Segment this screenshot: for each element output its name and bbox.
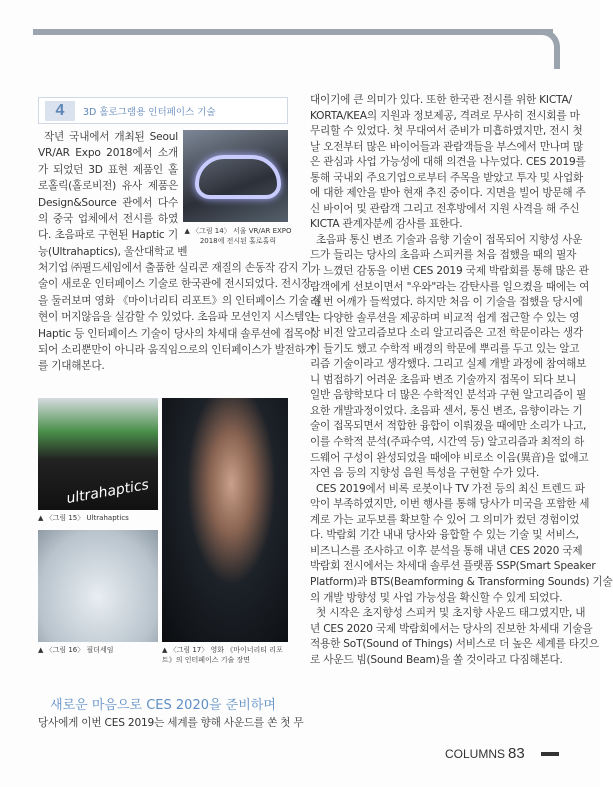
figure-15-caption: ▲ 〈그림 15〉 Ultrahaptics	[38, 514, 129, 522]
text-line: 리즘 기술이라고 생각했다. 그리고 실제 개발 과정에 참여해보	[310, 358, 587, 371]
text-line: 는 다양한 솔루션을 제공하며 비교적 쉽게 접근할 수 있는 영	[310, 311, 580, 324]
text-line: Haptic 등 인터페이스 기술이 당사의 차세대 솔루션에 접목이	[38, 327, 314, 340]
text-line: 일반 음향학보다 더 많은 수학적인 분석과 구현 알고리즘이 필	[310, 389, 587, 402]
text-line: 당사에게 이번 CES 2019는 세계를 향해 사운드를 쏜 첫 무	[38, 717, 304, 729]
left-text-narrow	[38, 129, 188, 260]
text-line: 현이 머지않음을 실감할 수 있었다. 초음파 모션인지 시스템인	[38, 311, 315, 324]
text-line: 은 관심과 사업 가능성에 대해 의견을 나누었다. CES 2019를	[310, 156, 586, 169]
text-line: Design&Source 관에서 다수	[38, 196, 178, 209]
text-line: 드가 들리는 당사의 초음파 스피커를 처음 접했을 때의 필자	[310, 249, 577, 262]
text-line: 니 범접하기 어려운 초음파 변조 기술까지 접목이 되다 보니	[310, 373, 577, 386]
text-line: 가 느꼈던 감동을 이번 CES 2019 국제 박람회를 통해 많은 관	[310, 265, 589, 278]
figure-17-caption: ▲ 〈그림 17〉 영화 《마이너리티 리포트》의 인터페이스 기술 장면	[162, 646, 283, 664]
subsection-heading: 새로운 마음으로 CES 2020을 준비하며	[50, 698, 276, 713]
section-number: 4	[45, 101, 75, 121]
paragraph	[310, 606, 599, 668]
text-line: 상 비전 알고리즘보다 소리 알고리즘은 고전 학문이라는 생각	[310, 327, 584, 340]
text-line: 로 사운드 빔(Sound Beam)을 쏠 것이라고 다짐해본다.	[310, 653, 563, 666]
text-line: 날 오전부터 많은 바이어들과 관람객들을 부스에서 만나며 많	[310, 140, 584, 153]
text-line: 로홀릭(홀로비전) 유사 제품은	[38, 180, 178, 193]
footer-bar	[541, 752, 559, 756]
text-line: 에 대한 제안을 받아 현재 추진 중이다. 지면을 빌어 방문해 주	[310, 187, 586, 200]
text-line: 술이 접목되면서 적합한 융합이 이뤄졌을 때에만 소리가 나고,	[310, 420, 587, 433]
text-line: 의 개발 방향성 및 사업 가능성을 확신할 수 있게 되었다.	[310, 591, 563, 604]
text-line: VR/AR Expo 2018에서 소개	[38, 147, 178, 160]
figure-14-hologram-photo	[183, 130, 288, 222]
right-column-text	[310, 93, 613, 668]
text-line: 처기업 ㈜필드세임에서 출품한 실리콘 재질의 손동작 감지 기	[38, 262, 312, 274]
page-number: 83	[508, 745, 525, 762]
text-line: 초음파 통신 변조 기술과 음향 기술이 접목되어 지향성 사운	[316, 233, 583, 246]
text-line: 무리할 수 있었다. 첫 무대여서 준비가 미흡하였지만, 전시 첫	[310, 125, 583, 138]
figure-14-caption: ▲ 〈그림 14〉 서울 VR/AR EXPO 2018에 전시된 홀로홀릭	[184, 227, 292, 245]
text-line: 박람회 전시에서는 차세대 솔루션 플랫폼 SSP(Smart Speaker	[310, 560, 596, 573]
left-text-bottom	[38, 715, 304, 731]
text-line: 람객에게 선보이면서 "우와"라는 감탄사를 일으켰을 때에는 여	[310, 280, 590, 293]
figure-17-minority-report-photo	[162, 398, 288, 642]
figure-15-ultrahaptics-photo	[38, 398, 158, 510]
text-line: 다. 초음파로 구현된 Haptic 기	[38, 229, 178, 242]
text-line: KICTA 관계자분께 감사를 표한다.	[310, 218, 463, 231]
text-line: 대이기에 큰 의미가 있다. 또한 한국관 전시를 위한 KICTA/	[310, 94, 572, 106]
text-line: 자연 음 등의 지향성 음원 특성을 구현할 수가 있다.	[310, 467, 540, 480]
ultrahaptics-logo: ultrahaptics	[65, 476, 151, 508]
text-line: 다. 박람회 기간 내내 당사와 융합할 수 있는 기술 및 서비스,	[310, 529, 579, 542]
text-line: CES 2019에서 비록 로봇이나 TV 가전 등의 최신 트렌드 파	[316, 482, 585, 495]
page-footer	[445, 745, 525, 762]
text-line: 을 둘러보며 영화 《마이너리티 리포트》의 인터페이스 기술 실	[38, 294, 322, 307]
figure-16-fieldsame-photo	[38, 530, 158, 642]
top-rule	[33, 29, 553, 35]
text-line: 요한 개발과정이었다. 초음파 센서, 통신 변조, 음향이라는 기	[310, 404, 583, 417]
text-line: 계로 가는 교두보를 확보할 수 있어 그 의미가 컸던 경험이었	[310, 513, 580, 526]
left-text-wide	[38, 260, 322, 375]
paragraph	[310, 482, 613, 606]
text-line: 술이 새로운 인터페이스 기술로 한국관에 전시되었다. 전시장	[38, 278, 312, 291]
text-line: 첫 시작은 초지향성 스피커 및 초지향 사운드 태그였지만, 내	[316, 607, 586, 620]
section-title: 3D 홀로그램용 인터페이스 기술	[83, 107, 216, 118]
text-line: KORTA/KEA의 지원과 정보제공, 격려로 무사히 전시회를 마	[310, 109, 580, 122]
text-line: 비즈니스를 조사하고 이후 분석을 통해 내년 CES 2020 국제	[310, 544, 583, 557]
paragraph	[310, 233, 590, 482]
text-line: 작년 국내에서 개최된 Seoul	[44, 131, 178, 143]
figure-16-caption: ▲ 〈그림 16〉 필더세임	[38, 646, 114, 654]
section-header	[38, 97, 288, 124]
text-line: 를 기대해본다.	[38, 360, 105, 373]
text-line: 이를 수학적 분석(주파수역, 시간역 등) 알고리즘과 최적의 하	[310, 436, 585, 449]
text-line: 드웨어 구성이 완성되었을 때에야 비로소 이음(異音)을 없애고	[310, 451, 589, 464]
text-line: 신 바이어 및 관람객 그리고 전후방에서 지원 사격을 해 주신	[310, 202, 580, 215]
text-line: Platform)과 BTS(Beamforming & Transforming Sounds) 기술	[310, 575, 613, 588]
text-line: 이 들기도 했고 수학적 배경의 학문에 뿌리를 두고 있는 알고	[310, 342, 580, 355]
text-line: 악이 부족하였지만, 이번 행사를 통해 당사가 미국을 포함한 세	[310, 498, 590, 511]
text-line: 년 CES 2020 국제 박람회에서는 당사의 진보한 차세대 기술을	[310, 622, 593, 635]
paragraph	[310, 93, 586, 233]
text-line: 적용한 SoT(Sound of Things) 서비스로 더 높은 세계를 타깃으	[310, 638, 599, 651]
text-line: 러 번 어깨가 들썩였다. 하지만 처음 이 기술을 접했을 당시에	[310, 296, 583, 309]
text-line: 통해 국내외 주요기업으로부터 주목을 받았고 투자 및 사업화	[310, 171, 584, 184]
footer-section: COLUMNS	[445, 747, 506, 761]
text-line: 의 중국 업체에서 전시를 하였	[38, 213, 178, 226]
text-line: 되어 소리뿐만이 아니라 움직임으로의 인터페이스가 발전하기	[38, 344, 315, 357]
top-rule-corner	[538, 29, 560, 69]
text-line: 가 되었던 3D 표현 제품인 홀	[38, 163, 178, 176]
text-line: 능(Ultrahaptics), 울산대학교 벤	[38, 245, 188, 258]
